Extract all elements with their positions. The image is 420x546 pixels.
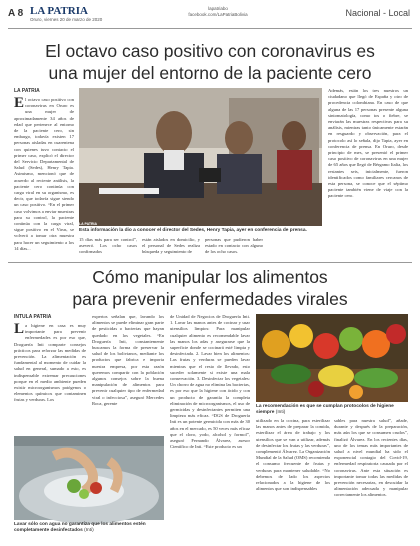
article2-headline bbox=[20, 266, 400, 310]
press-conference-caption bbox=[79, 228, 322, 236]
article2-headline-line2: para prevenir enfermedades virales bbox=[72, 289, 348, 309]
article1-column-4: personas que pudieron haber estado en contacto con alguno de los ocho casos. bbox=[205, 237, 263, 255]
article2-column-3: de Unidad de Negocios de Droguería Inti. 1. Lavar las manos antes de cocinar y usar utensilios limpios: Para manipular cualquier alimento es recomendable lavar las manos los adas y asegurarse que la superficie donde se cocinará esté limpia y desinfectada. 2. Lavar bien los alimentos: Las frutas y verduras se pueden lavar mientras que el resto de llevado, esto suceder solamente si existe una mala conservación. 3. Desinfectar los vegetales: Un chorro de agua no elimina las bacterias, es por eso que la higiene con ácido y con un producto de garantía la completa eliminación de microorganismos, el uso de germicidas y desinfectantes permiten una limpieza más eficaz. “DGS de Droguería Inti es un potente germicida con más de 30 años en el mercado, es 50 veces más eficaz que el cloro, yodo, alcohol y formol”, aseguró Fernando Álvarez, asesor Científico de Inti. “Este producto es un bbox=[170, 314, 250, 450]
article1-column-3: están aislados en domicilio, y el personal de Sedes realiza búsqueda y seguimiento de bbox=[142, 237, 200, 255]
fruits-vegetables-drawing bbox=[256, 314, 408, 402]
press-conference-photo-drawing bbox=[79, 88, 322, 226]
photo-credit: LA PATRIA bbox=[79, 222, 98, 226]
article-divider bbox=[8, 262, 412, 263]
article1-column-2: 15 días más para ser control”, aseveró. Los ocho casos confirmados bbox=[79, 237, 137, 255]
washing-caption bbox=[14, 522, 164, 536]
header-divider bbox=[8, 28, 412, 29]
fruits-caption-text: La recomendación es que se cumplan protocolos de higiene siempre bbox=[256, 404, 394, 415]
article2-column-6: sables para nuestra salud”, añade, durante y después de la preparación, más aún los que se consumen crudos”, finalizó Álvarez. En los recientes días, uno de los temas más importantes de salud a nivel mundial ha sido el exponencial contagio del Covid-19, enfermedad respiratoria causada por el coronavirus. Ante esta situación es importante tomar todas las medidas de prevención necesarias, en descuidar la alimentación adecuada y manipular correctamente los alimentos. bbox=[334, 418, 408, 498]
article2-column-5: utilizado en la cocina, para esterilizar las manos antes de preparar la comida, esterilizar el área de trabajo y los utensilios que se van a utilizar, además de desinfectar los frutas y las verduras”, complementó Álvarez. La Organización Mundial de la Salud (OMS) recomienda el consumo frecuente de frutas y verduras para mantener saludable. “No debemos de lado los aspectos relacionados a la higiene de los alimentos que son indispensables bbox=[256, 418, 330, 492]
article1-headline bbox=[20, 40, 400, 84]
section-name: Nacional - Local bbox=[345, 8, 410, 18]
washing-vegetables-drawing bbox=[14, 436, 164, 520]
page-number: A 8 bbox=[8, 8, 24, 19]
newspaper-logo: LA PATRIA bbox=[30, 5, 88, 17]
article1-column-1 bbox=[14, 95, 74, 251]
article2-headline-line1: Cómo manipular los alimentos bbox=[92, 267, 328, 287]
washing-caption-credit: (Inti) bbox=[84, 528, 94, 533]
fruits-caption-credit: (Inti) bbox=[275, 410, 286, 415]
article1-headline-line1: El octavo caso positivo con coronavirus es bbox=[45, 41, 375, 61]
article1-headline-line2: una mujer del entorno de la paciente cero bbox=[48, 63, 372, 83]
social-handles bbox=[188, 6, 248, 18]
article1-byline: LA PATRIA bbox=[14, 88, 40, 94]
press-conference-photo bbox=[79, 88, 322, 226]
page-header bbox=[0, 0, 420, 28]
issue-date: Oruro, viernes 20 de marzo de 2020 bbox=[30, 17, 103, 22]
social-handle: lapatriabo bbox=[208, 6, 228, 11]
article2-column-2: expertos señalan que, lavando los alimentos se puede eliminar gran parte de pesticidas o bacterias que hayan quedado en los vegetales. “En Droguería Inti, constantemente buscamos la forma de preservar la salud de los bolivianos, mediante los productos que fabrica e importa nuestra empresa, por esta razón queremos compartir con la población algunos consejos sobre la buena manipulación de alimentos para prevenir cualquier tipo de enfermedad viral o infecciosa”, aseguró Mercedes Roca, gerente bbox=[92, 314, 164, 406]
article2-dropcap: L bbox=[14, 321, 25, 337]
facebook-url: facebook.com/LaPatriaBolivia bbox=[188, 12, 248, 17]
article2-column-1 bbox=[14, 323, 86, 433]
article2-byline: INTULA PATRIA bbox=[14, 314, 52, 320]
article1-column-5: Además, están los tres nuestros un ciudadano que llegó de España y otro de procedencia colombiana. En caso de que alguna de las 17 personas presente alguna sintomatología, como tos o fiebre, se enviarán las muestras respectivas para su análisis, mientras tanto únicamente estarán en resguardo y observación, para el protocolo así lo señala, dijo Tapia, ayer en conferencia de prensa. En Oruro, desde principio de mes, se presentó el primer caso positivo de coronavirus en una mujer de 65 años que llegó de Bérgamo Italia, los restantes seis, inicialmente, fueron identificados como familiares cercanos de esta persona, se conoce que el séptimo paciente también viene de viaje con la paciente cero. bbox=[328, 88, 408, 199]
photo-caption-text: Esta información la dio a conocer el director del Sedes, Henry Tapia, ayer en conferencia de prensa. bbox=[79, 228, 307, 233]
fruits-caption bbox=[256, 404, 408, 416]
washing-vegetables-photo bbox=[14, 436, 164, 520]
article1-col1-text: l octavo caso positivo con coronavirus en Oruro es una mujer de aproximadamente 34 años de edad que pertenece al entorno de la paciente cero, sin embargo, todavía existen 17 personas aisladas en cuarentena con quienes tuvo contacto el primer caso, explicó el director del Servicio Departamental de Salud (Sedes), Henry Tapia. Asimismo, mencionó que de acuerdo al reciente análisis, la paciente cero continúa con carga viral en su organismo, es decir, que todavía sigue siendo un caso positivo. “En el primer caso volvimos a enviar muestras para su control, la paciente continúa con la carga viral, sigue positivo en el Virus, se volverá a tomar otra muestra para hacer un seguimiento a los 14 días... bbox=[14, 97, 74, 251]
fruits-vegetables-photo bbox=[256, 314, 408, 402]
article2-col1-text: a higiene en casa es muy importante para prevenir enfermedades es por eso que, Droguería Inti comparte consejos prácticos para reforzar las medidas de prevención. La alimentación es fundamental al momento de cuidar la salud en general, sumado a esto, es indispensable extremar precauciones porque en el medio ambiente pueden existir microorganismos patógenos o elementos químicos que contaminen frutas y verduras. Los bbox=[14, 323, 86, 403]
washing-caption-text: Lavar sólo con agua no garantiza que los alimentos estén completamente desinfectados bbox=[14, 522, 146, 533]
article1-dropcap: E bbox=[14, 95, 25, 111]
